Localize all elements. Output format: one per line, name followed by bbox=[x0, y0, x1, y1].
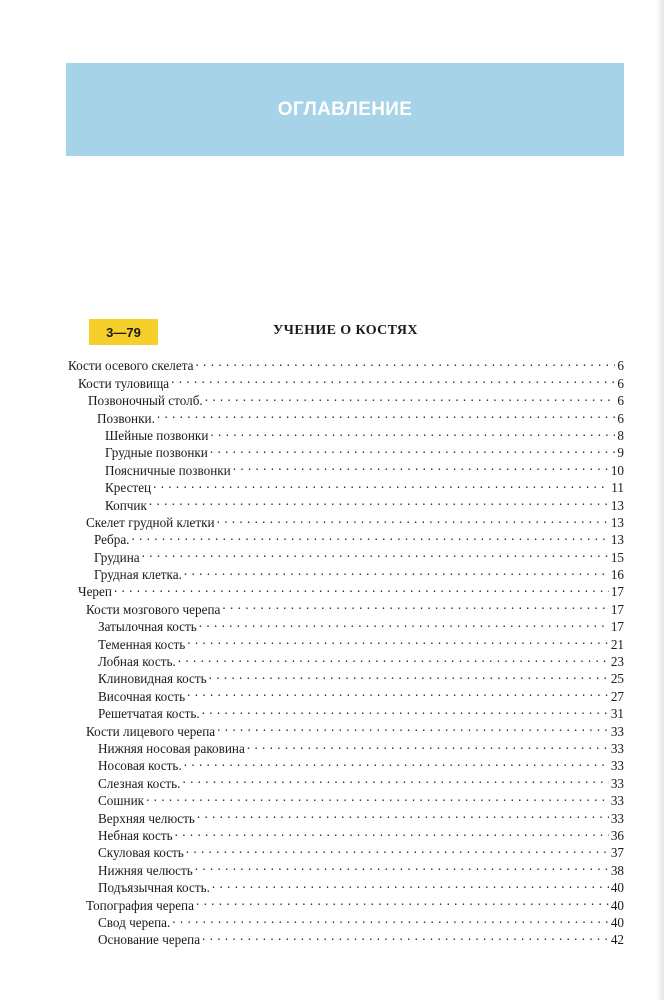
contents-title: ОГЛАВЛЕНИЕ bbox=[277, 98, 413, 120]
toc-leader-dots bbox=[210, 423, 615, 440]
toc-entry-page: 33 bbox=[610, 793, 624, 809]
toc-entry-page: 33 bbox=[610, 740, 624, 756]
toc-leader-dots bbox=[131, 527, 608, 544]
toc-leader-dots bbox=[202, 701, 609, 718]
toc-entry-page: 13 bbox=[610, 514, 624, 530]
toc-entry[interactable] bbox=[68, 492, 624, 513]
toc-entry-page: 8 bbox=[617, 427, 624, 443]
toc-entry-label: Позвонки. bbox=[97, 410, 155, 426]
toc-entry-label: Кости лицевого черепа bbox=[86, 723, 216, 739]
toc-entry-page: 31 bbox=[610, 706, 624, 722]
toc-entry-label: Основание черепа bbox=[98, 932, 201, 948]
toc-entry-page: 33 bbox=[610, 723, 624, 739]
toc-entry-label: Небная кость bbox=[98, 827, 173, 843]
toc-entry[interactable] bbox=[68, 562, 624, 583]
toc-leader-dots bbox=[209, 666, 609, 683]
toc-entry-page: 25 bbox=[610, 671, 624, 687]
toc-leader-dots bbox=[171, 370, 615, 387]
toc-leader-dots bbox=[210, 440, 616, 457]
toc-leader-dots bbox=[199, 614, 609, 631]
toc-leader-dots bbox=[175, 823, 609, 840]
toc-entry-page: 36 bbox=[610, 827, 624, 843]
toc-entry-page: 6 bbox=[617, 375, 624, 391]
toc-entry-page: 13 bbox=[610, 532, 624, 548]
toc-entry-page: 33 bbox=[610, 775, 624, 791]
toc-entry-page: 17 bbox=[610, 619, 624, 635]
toc-leader-dots bbox=[114, 579, 609, 596]
toc-entry-label: Грудные позвонки bbox=[105, 445, 208, 461]
toc-entry-label: Носовая кость. bbox=[98, 758, 182, 774]
toc-leader-dots bbox=[196, 892, 609, 909]
toc-entry-page: 6 bbox=[617, 393, 624, 409]
toc-entry-page: 17 bbox=[610, 584, 624, 600]
toc-leader-dots bbox=[196, 353, 616, 370]
toc-entry-label: Затылочная кость bbox=[98, 619, 197, 635]
toc-entry-label: Череп bbox=[78, 584, 112, 600]
toc-entry-label: Верхняя челюсть bbox=[98, 810, 195, 826]
toc-entry-label: Нижняя челюсть bbox=[98, 862, 193, 878]
toc-entry-label: Свод черепа. bbox=[98, 914, 171, 930]
toc-entry-label: Кости мозгового черепа bbox=[86, 601, 221, 617]
toc-entry[interactable] bbox=[68, 596, 624, 617]
toc-entry-page: 16 bbox=[610, 567, 624, 583]
toc-entry-label: Лобная кость. bbox=[98, 654, 176, 670]
toc-leader-dots bbox=[187, 631, 609, 648]
toc-leader-dots bbox=[212, 875, 609, 892]
toc-entry-page: 33 bbox=[610, 810, 624, 826]
toc-entry[interactable] bbox=[68, 527, 624, 548]
toc-leader-dots bbox=[184, 753, 609, 770]
toc-entry-page: 10 bbox=[610, 462, 624, 478]
toc-leader-dots bbox=[184, 562, 609, 579]
toc-entry-page: 33 bbox=[610, 758, 624, 774]
toc-entry-page: 6 bbox=[617, 410, 624, 426]
toc-entry-label: Подъязычная кость. bbox=[98, 880, 210, 896]
toc-entry-label: Позвоночный столб. bbox=[88, 393, 203, 409]
toc-entry-page: 21 bbox=[610, 636, 624, 652]
toc-entry[interactable] bbox=[68, 579, 624, 600]
toc-leader-dots bbox=[146, 788, 609, 805]
toc-leader-dots bbox=[149, 492, 609, 509]
toc-entry-page: 9 bbox=[617, 445, 624, 461]
toc-entry[interactable] bbox=[68, 805, 624, 826]
toc-leader-dots bbox=[222, 596, 608, 613]
toc-leader-dots bbox=[157, 405, 616, 422]
toc-entry-page: 15 bbox=[610, 549, 624, 565]
toc-leader-dots bbox=[195, 857, 609, 874]
toc-entry-label: Скуловая кость bbox=[98, 845, 184, 861]
table-of-contents bbox=[68, 353, 624, 948]
toc-entry-page: 17 bbox=[610, 601, 624, 617]
toc-leader-dots bbox=[153, 475, 609, 492]
toc-entry-label: Височная кость bbox=[98, 688, 186, 704]
toc-leader-dots bbox=[182, 770, 608, 787]
toc-entry-page: 40 bbox=[610, 880, 624, 896]
toc-leader-dots bbox=[187, 683, 609, 700]
toc-entry-label: Поясничные позвонки bbox=[105, 462, 231, 478]
toc-entry-page: 40 bbox=[610, 897, 624, 913]
toc-entry-label: Кости туловища bbox=[78, 375, 170, 391]
toc-leader-dots bbox=[217, 510, 609, 527]
toc-entry-label: Крестец bbox=[105, 480, 152, 496]
toc-leader-dots bbox=[178, 649, 609, 666]
section-page-range-badge: 3—79 bbox=[89, 319, 158, 345]
contents-header-band bbox=[66, 63, 624, 156]
toc-leader-dots bbox=[205, 388, 616, 405]
toc-entry-page: 11 bbox=[611, 480, 624, 496]
toc-entry-label: Решетчатая кость. bbox=[98, 706, 200, 722]
toc-entry-page: 13 bbox=[610, 497, 624, 513]
toc-entry[interactable] bbox=[68, 544, 624, 565]
toc-entry[interactable] bbox=[68, 510, 624, 530]
section-title: УЧЕНИЕ О КОСТЯХ bbox=[273, 323, 418, 338]
toc-entry-label: Топография черепа bbox=[86, 897, 194, 913]
toc-entry-page: 40 bbox=[610, 914, 624, 930]
toc-entry-label: Грудная клетка. bbox=[94, 567, 182, 583]
toc-entry-page: 42 bbox=[610, 932, 624, 948]
toc-leader-dots bbox=[197, 805, 609, 822]
toc-leader-dots bbox=[202, 927, 609, 944]
toc-leader-dots bbox=[186, 840, 609, 857]
toc-entry-label: Шейные позвонки bbox=[105, 427, 209, 443]
toc-entry[interactable] bbox=[68, 353, 624, 374]
toc-entry-label: Ребра. bbox=[94, 532, 130, 548]
toc-entry-page: 23 bbox=[610, 654, 624, 670]
toc-entry-label: Клиновидная кость bbox=[98, 671, 207, 687]
toc-entry-label: Нижняя носовая раковина bbox=[98, 740, 245, 756]
section-heading bbox=[89, 319, 624, 345]
toc-entry-label: Копчик bbox=[105, 497, 147, 513]
toc-leader-dots bbox=[233, 457, 609, 474]
toc-entry-label: Слезная кость. bbox=[98, 775, 181, 791]
toc-leader-dots bbox=[217, 718, 609, 735]
toc-entry-page: 27 bbox=[610, 688, 624, 704]
toc-entry-label: Скелет грудной клетки bbox=[86, 514, 215, 530]
toc-entry-page: 6 bbox=[617, 358, 624, 374]
toc-entry-page: 38 bbox=[610, 862, 624, 878]
toc-entry-label: Кости осевого скелета bbox=[68, 358, 194, 374]
toc-leader-dots bbox=[142, 544, 609, 561]
toc-entry-label: Теменная кость bbox=[98, 636, 186, 652]
toc-leader-dots bbox=[247, 736, 609, 753]
toc-entry-label: Сошник bbox=[98, 793, 145, 809]
toc-entry[interactable] bbox=[68, 788, 624, 809]
toc-leader-dots bbox=[172, 910, 609, 927]
toc-entry-page: 37 bbox=[610, 845, 624, 861]
page-edge-shadow bbox=[656, 0, 664, 1000]
toc-entry-label: Грудина bbox=[94, 549, 140, 565]
